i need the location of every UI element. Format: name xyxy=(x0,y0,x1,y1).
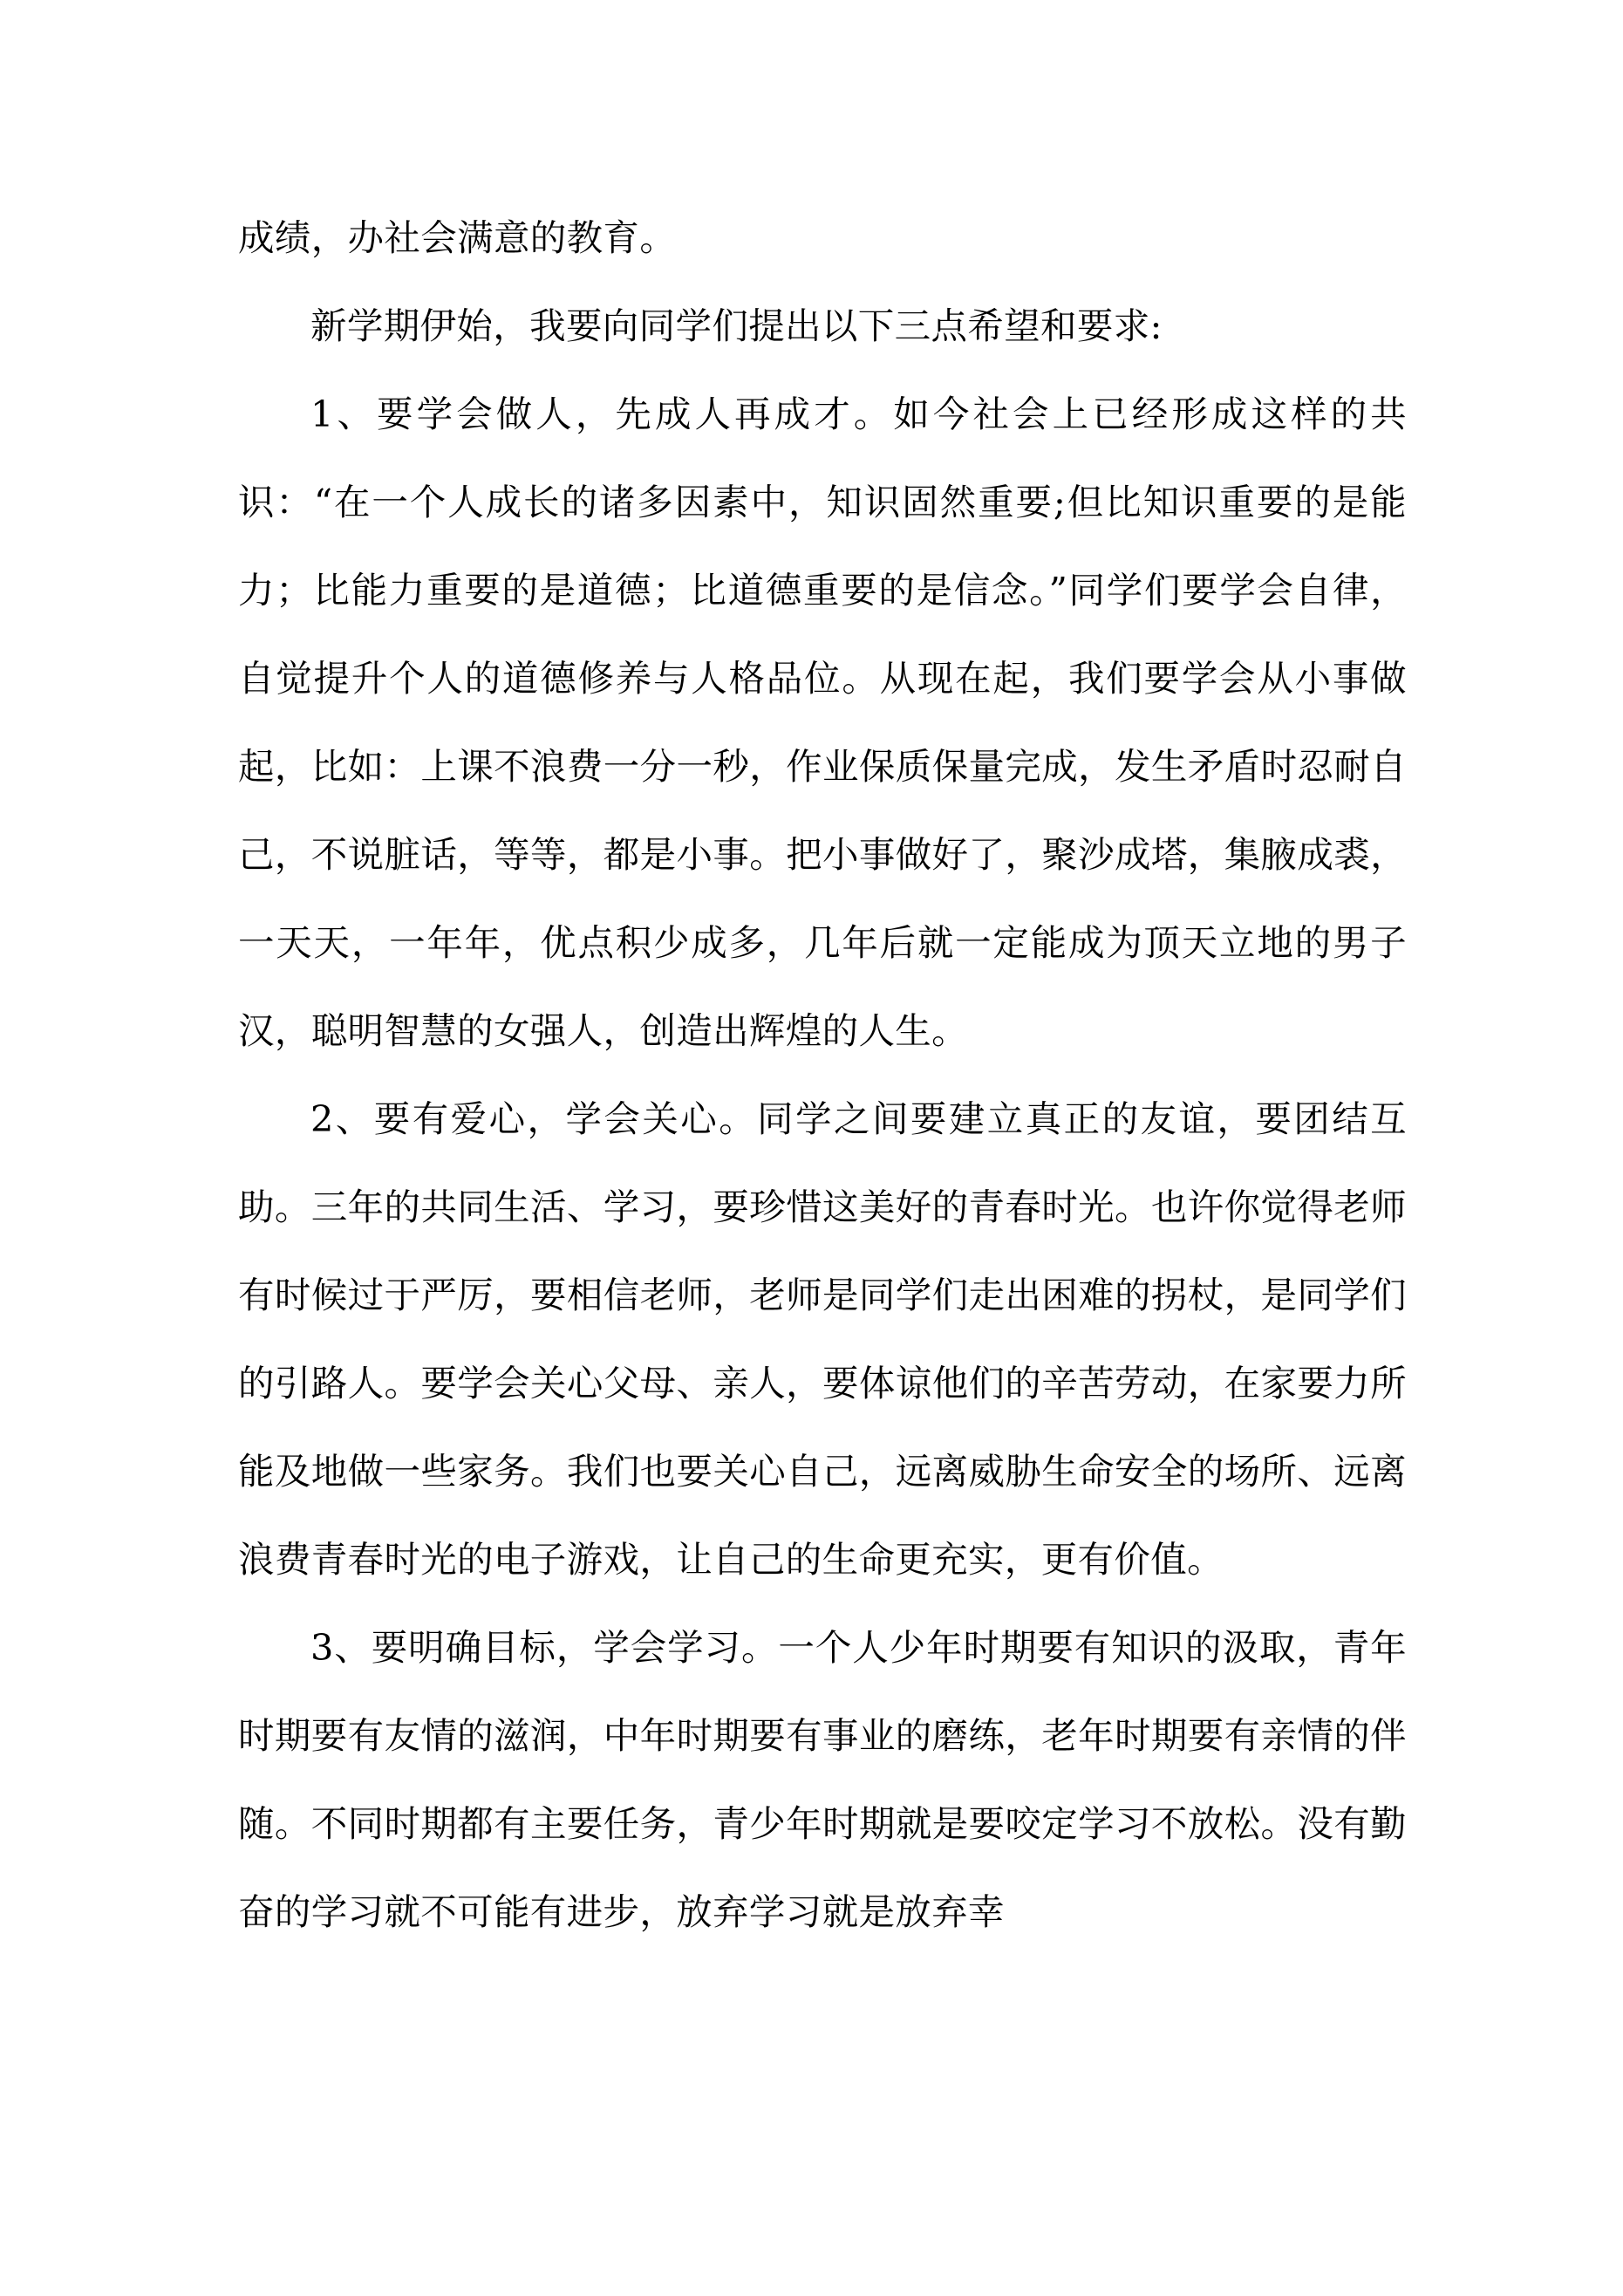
paragraph-point-2: 2、要有爱心，学会关心。同学之间要建立真正的友谊，要团结互助。三年的共同生活、学习，要珍惜这美好的青春时光。也许你觉得老师有时候过于严厉，要相信老师，老师是同学们走出困难的拐杖，是同学们的引路人。要学会关心父母、亲人，要体谅他们的辛苦劳动，在家要力所能及地做一些家务。我们也要关心自己，远离威胁生命安全的场所、远离浪费青春时光的电子游戏，让自己的生命更充实，更有价值。 xyxy=(238,1097,1407,1581)
body-text xyxy=(238,194,1407,1956)
paragraph-continuation: 成绩，办社会满意的教育。 xyxy=(238,216,677,259)
paragraph-intro: 新学期伊始，我要向同学们提出以下三点希望和要求: xyxy=(310,304,1163,347)
paragraph-point-1: 1、要学会做人，先成人再成才。如今社会上已经形成这样的共识：“在一个人成长的诸多因素中，知识固然重要;但比知识重要的是能力；比能力重要的是道德；比道德重要的是信念。”同学们要学会自律，自觉提升个人的道德修养与人格品位。从现在起，我们要学会从小事做起，比如：上课不浪费一分一秒，作业保质保量完成，发生矛盾时忍耐自己，不说脏话，等等，都是小事。把小事做好了，聚沙成塔，集腋成裘，一天天，一年年，优点积少成多，几年后就一定能成为顶天立地的男子汉，聪明智慧的女强人，创造出辉煌的人生。 xyxy=(238,393,1407,1052)
paragraph-point-3: 3、要明确目标，学会学习。一个人少年时期要有知识的汲取，青年时期要有友情的滋润，中年时期要有事业的磨练，老年时期要有亲情的伴随。不同时期都有主要任务，青少年时期就是要咬定学习不放松。没有勤奋的学习就不可能有进步，放弃学习就是放弃幸 xyxy=(238,1626,1407,1933)
